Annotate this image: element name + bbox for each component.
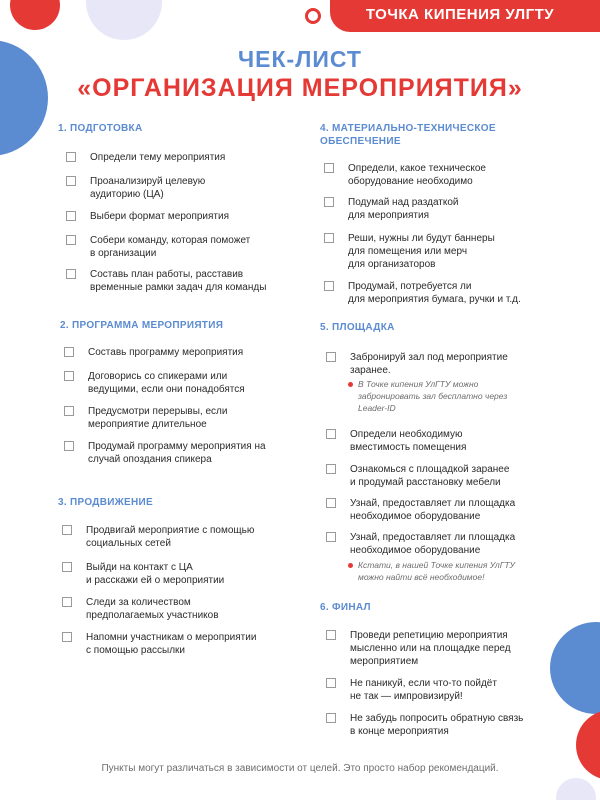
checklist-item[interactable]: Составь программу мероприятия bbox=[64, 346, 243, 359]
checkbox[interactable] bbox=[62, 632, 72, 642]
checklist-item[interactable]: Предусмотри перерывы, если мероприятие длительное bbox=[64, 405, 227, 431]
checkbox[interactable] bbox=[64, 441, 74, 451]
checklist-item[interactable]: Проанализируй целевую аудиторию (ЦА) bbox=[66, 175, 205, 201]
lilac-circle-decoration bbox=[86, 0, 162, 40]
checkbox[interactable] bbox=[62, 597, 72, 607]
venue-note: В Точке кипения УлГТУ можно забронировать зал бесплатно через Leader-ID bbox=[348, 378, 507, 414]
red-circle-decoration bbox=[10, 0, 60, 30]
page-title: ЧЕК-ЛИСТ bbox=[238, 46, 362, 72]
checkbox[interactable] bbox=[64, 406, 74, 416]
checkbox[interactable] bbox=[326, 532, 336, 542]
checklist-item[interactable]: Проведи репетицию мероприятия мысленно или на площадке перед мероприятием bbox=[326, 629, 511, 668]
checklist-item[interactable]: Продвигай мероприятие с помощью социальных сетей bbox=[62, 524, 254, 550]
checkbox[interactable] bbox=[64, 347, 74, 357]
lilac-circle-decoration bbox=[556, 778, 596, 800]
section-title-promotion: 3. ПРОДВИЖЕНИЕ bbox=[58, 497, 154, 508]
page-subtitle: «ОРГАНИЗАЦИЯ МЕРОПРИЯТИЯ» bbox=[77, 74, 523, 102]
checkbox[interactable] bbox=[66, 235, 76, 245]
checkbox[interactable] bbox=[66, 211, 76, 221]
ring-icon bbox=[305, 8, 321, 24]
checkbox[interactable] bbox=[64, 371, 74, 381]
checklist-item[interactable]: Выбери формат мероприятия bbox=[66, 210, 229, 223]
checklist-item[interactable]: Собери команду, которая поможет в организации bbox=[66, 234, 250, 260]
checklist-item[interactable]: Подумай над раздаткой для мероприятия bbox=[324, 196, 459, 222]
checkbox[interactable] bbox=[324, 163, 334, 173]
checklist-item[interactable]: Узнай, предоставляет ли площадка необходимое оборудование bbox=[326, 497, 515, 523]
checkbox[interactable] bbox=[324, 197, 334, 207]
checklist-item[interactable]: Ознакомься с площадкой заранее и продумай расстановку мебели bbox=[326, 463, 509, 489]
checklist-item[interactable]: Напомни участникам о мероприятии с помощью рассылки bbox=[62, 631, 256, 657]
checklist-item[interactable]: Продумай, потребуется ли для мероприятия бумага, ручки и т.д. bbox=[324, 280, 521, 306]
checklist-item[interactable]: Определи тему мероприятия bbox=[66, 151, 225, 164]
section-title-venue: 5. ПЛОЩАДКА bbox=[320, 322, 395, 333]
checklist-item[interactable]: Забронируй зал под мероприятие заранее. bbox=[326, 351, 508, 377]
checklist-item[interactable]: Реши, нужны ли будут баннеры для помещения или мерч для организаторов bbox=[324, 232, 495, 271]
section-title-program: 2. ПРОГРАММА МЕРОПРИЯТИЯ bbox=[60, 320, 224, 331]
header-banner bbox=[330, 0, 600, 32]
section-title-logistics: 4. МАТЕРИАЛЬНО-ТЕХНИЧЕСКОЕ ОБЕСПЕЧЕНИЕ bbox=[320, 123, 496, 147]
checklist-item[interactable]: Узнай, предоставляет ли площадка необходимое оборудование bbox=[326, 531, 515, 557]
checkbox[interactable] bbox=[62, 525, 72, 535]
section-title-final: 6. ФИНАЛ bbox=[320, 602, 371, 613]
checklist-item[interactable]: Определи, какое техническое оборудование необходимо bbox=[324, 162, 486, 188]
banner-title: ТОЧКА КИПЕНИЯ УЛГТУ bbox=[365, 6, 555, 23]
checkbox[interactable] bbox=[326, 429, 336, 439]
checkbox[interactable] bbox=[326, 464, 336, 474]
checkbox[interactable] bbox=[62, 562, 72, 572]
checklist-item[interactable]: Составь план работы, расставив временные рамки задач для команды bbox=[66, 268, 266, 294]
bullet-icon bbox=[348, 382, 353, 387]
checklist-item[interactable]: Определи необходимую вместимость помещения bbox=[326, 428, 466, 454]
checkbox[interactable] bbox=[324, 281, 334, 291]
checkbox[interactable] bbox=[66, 152, 76, 162]
checkbox[interactable] bbox=[326, 678, 336, 688]
checkbox[interactable] bbox=[66, 269, 76, 279]
venue-note: Кстати, в нашей Точке кипения УлГТУ можно найти всё необходимое! bbox=[348, 559, 515, 583]
checkbox[interactable] bbox=[326, 498, 336, 508]
blue-circle-decoration bbox=[550, 622, 600, 714]
checkbox[interactable] bbox=[66, 176, 76, 186]
checkbox[interactable] bbox=[326, 630, 336, 640]
section-title-preparation: 1. ПОДГОТОВКА bbox=[58, 123, 143, 134]
checklist-item[interactable]: Продумай программу мероприятия на случай опоздания спикера bbox=[64, 440, 266, 466]
checklist-item[interactable]: Выйди на контакт с ЦА и расскажи ей о мероприятии bbox=[62, 561, 224, 587]
footer-note: Пункты могут различаться в зависимости от целей. Это просто набор рекомендаций. bbox=[101, 763, 499, 774]
checkbox[interactable] bbox=[324, 233, 334, 243]
checkbox[interactable] bbox=[326, 713, 336, 723]
checklist-item[interactable]: Договорись со спикерами или ведущими, если они понадобятся bbox=[64, 370, 245, 396]
checklist-item[interactable]: Не забудь попросить обратную связь в конце мероприятия bbox=[326, 712, 523, 738]
checklist-item[interactable]: Не паникуй, если что-то пойдёт не так — импровизируй! bbox=[326, 677, 497, 703]
checkbox[interactable] bbox=[326, 352, 336, 362]
checklist-item[interactable]: Следи за количеством предполагаемых участников bbox=[62, 596, 219, 622]
bullet-icon bbox=[348, 563, 353, 568]
